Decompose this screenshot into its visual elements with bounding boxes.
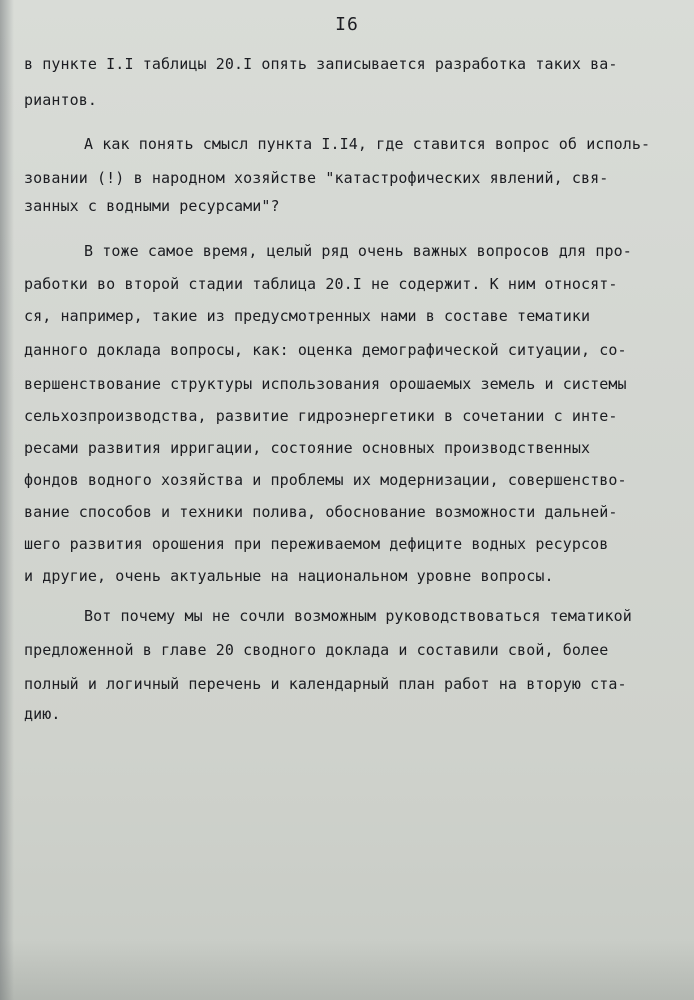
text-line: полный и логичный перечень и календарный план работ на вторую ста-	[24, 675, 627, 693]
text-line: в пункте I.I таблицы 20.I опять записывается разработка таких ва-	[24, 55, 618, 73]
text-line: шего развития орошения при переживаемом дефиците водных ресурсов	[24, 535, 609, 553]
page-number: I6	[335, 14, 359, 35]
text-line: В тоже самое время, целый ряд очень важных вопросов для про-	[84, 242, 632, 260]
text-line: ресами развития ирригации, состояние основных производственных	[24, 439, 591, 457]
text-line: сельхозпроизводства, развитие гидроэнергетики в сочетании с инте-	[24, 407, 618, 425]
text-line: работки во второй стадии таблица 20.I не содержит. К ним относят-	[24, 275, 618, 293]
text-line: риантов.	[24, 91, 98, 109]
text-line: фондов водного хозяйства и проблемы их модернизации, совершенство-	[24, 471, 627, 489]
text-line: данного доклада вопросы, как: оценка демографической ситуации, со-	[24, 341, 627, 359]
text-line: занных с водными ресурсами"?	[24, 197, 280, 215]
page-edge-shadow	[0, 0, 14, 1000]
text-line: Вот почему мы не сочли возможным руководствоваться тематикой	[84, 607, 632, 625]
text-line: вание способов и техники полива, обоснование возможности дальней-	[24, 503, 618, 521]
text-line: зовании (!) в народном хозяйстве "катастрофических явлений, свя-	[24, 169, 609, 187]
text-line: А как понять смысл пункта I.I4, где ставится вопрос об исполь-	[84, 135, 651, 153]
page-bottom-shadow	[0, 940, 694, 1000]
text-line: вершенствование структуры использования орошаемых земель и системы	[24, 375, 627, 393]
text-line: и другие, очень актуальные на национальном уровне вопросы.	[24, 567, 554, 585]
text-line: дию.	[24, 705, 61, 723]
text-line: ся, например, такие из предусмотренных нами в составе тематики	[24, 307, 591, 325]
text-line: предложенной в главе 20 сводного доклада и составили свой, более	[24, 641, 609, 659]
